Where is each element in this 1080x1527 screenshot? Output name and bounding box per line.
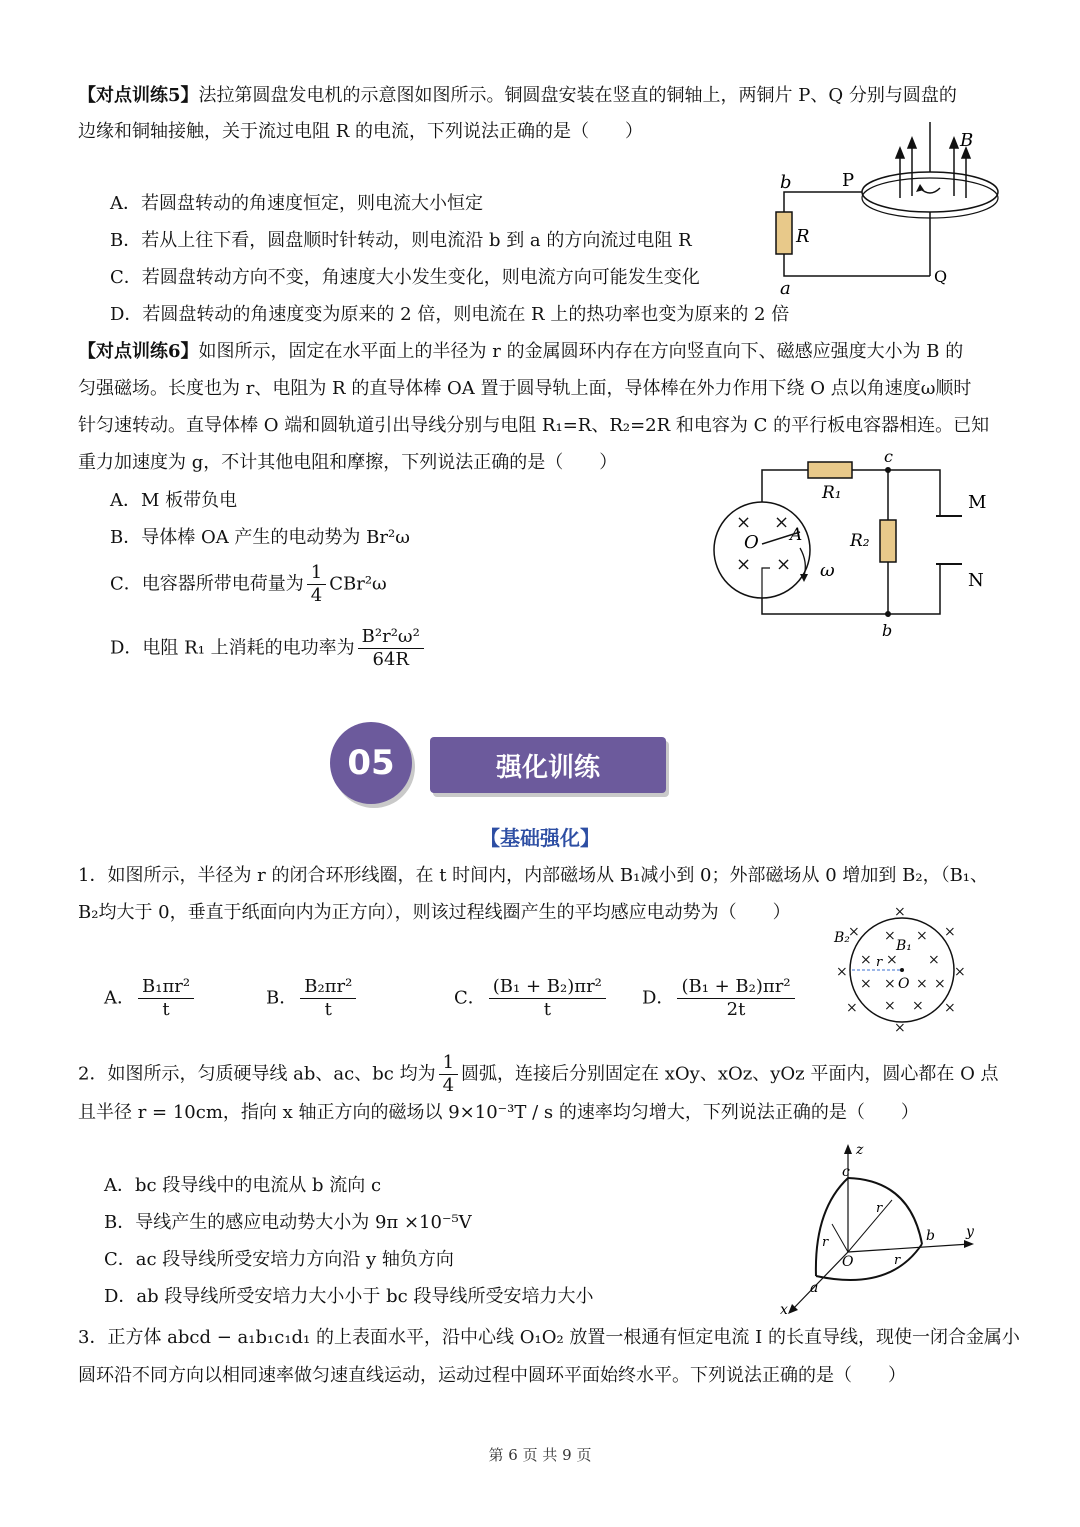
fig2-label-r1: r (876, 1201, 883, 1216)
fig1-x-in4: × (886, 952, 898, 968)
p2-line2: 且半径 r = 10cm，指向 x 轴正方向的磁场以 9×10⁻³T / s 的速率均匀增大，下列说法正确的是（ ） (78, 1102, 919, 1123)
p2-line1: 2．如图所示，匀质硬导线 ab、ac、bc 均为 $\frac{1}{4}$ 圆弧，连接后分别固定在 xOy、xOz、yOz 平面内，圆心都在 O 点 (78, 1052, 999, 1096)
p2-option-b[interactable]: B．导线产生的感应电动势大小为 9π ×10⁻⁵V (104, 1212, 472, 1233)
fig6-x-2: × (774, 512, 790, 533)
fig1-x-in1: × (884, 928, 896, 944)
fig1-x-in6: × (860, 976, 872, 992)
fig1-x-bottom: × (894, 1020, 906, 1036)
fig6-x-3: × (736, 554, 752, 575)
p1-line2: B₂均大于 0，垂直于纸面向内为正方向），则该过程线圈产生的平均感应电动势为（ ） (78, 902, 791, 923)
fig2-label-b: b (926, 1228, 935, 1244)
page-footer: 第 6 页 共 9 页 (488, 1446, 592, 1464)
quarter-arcs-figure (770, 1140, 980, 1318)
q6-tag: 【对点训练6】 (78, 341, 199, 362)
q5-option-c[interactable]: C．若圆盘转动方向不变，角速度大小发生变化，则电流方向可能发生变化 (110, 267, 700, 288)
q6-line3: 针匀速转动。直导体棒 O 端和圆轨道引出导线分别与电阻 R₁=R、R₂=2R 和电容为 C 的平行板电容器相连。已知 (78, 415, 990, 436)
fig1-label-r: r (876, 955, 883, 970)
fig1-label-b1: B₁ (896, 938, 912, 954)
section-subtitle: 【基础强化】 (480, 826, 600, 850)
fig1-label-o: O (898, 976, 910, 992)
fig1-x-tr: × (944, 924, 956, 940)
p1-line1: 1．如图所示，半径为 r 的闭合环形线圈，在 t 时间内，内部磁场从 B₁减小到 0；外部磁场从 0 增加到 B₂，（B₁、 (78, 865, 989, 886)
fig1-label-b2: B₂ (834, 930, 850, 946)
section-number-badge: 05 (330, 722, 412, 804)
q6-option-b[interactable]: B．导体棒 OA 产生的电动势为 Br²ω (110, 527, 410, 548)
q6-option-c[interactable]: C．电容器所带电荷量为 $\frac{1}{4}$ CBr²ω (110, 562, 387, 606)
fig2-label-y: y (966, 1224, 974, 1240)
q6-line1: 【对点训练6】如图所示，固定在水平面上的半径为 r 的金属圆环内存在方向竖直向下、磁感应强度大小为 B 的 (78, 341, 964, 362)
fig6-label-n: N (968, 570, 984, 591)
q5-option-d[interactable]: D．若圆盘转动的角速度变为原来的 2 倍，则电流在 R 上的热功率也变为原来的 2 倍 (110, 304, 790, 325)
fig6-x-4: × (776, 554, 792, 575)
p1-option-a[interactable]: A． $\frac{\text{B₁πr²}}{t}$ (104, 976, 197, 1021)
p3-line1: 3．正方体 abcd − a₁b₁c₁d₁ 的上表面水平，沿中心线 O₁O₂ 放置一根通有恒定电流 I 的长直导线，现使一闭合金属小 (78, 1327, 1020, 1348)
q5-line2: 边缘和铜轴接触，关于流过电阻 R 的电流，下列说法正确的是（ ） (78, 121, 643, 142)
coil-field-figure (832, 902, 972, 1036)
fig5-label-a: a (780, 278, 791, 298)
q6-line4: 重力加速度为 g，不计其他电阻和摩擦，下列说法正确的是（ ） (78, 452, 618, 473)
fig1-x-in9: × (934, 976, 946, 992)
fig1-x-in10: × (884, 998, 896, 1014)
fig1-x-in7: × (884, 976, 896, 992)
fig1-x-tl: × (848, 924, 860, 940)
q6-option-d[interactable]: D．电阻 R₁ 上消耗的电功率为 $\frac{\text{B²r²ω²}}{64R}$ (110, 626, 427, 671)
fig6-label-r2: R₂ (850, 531, 870, 551)
q6-line2: 匀强磁场。长度也为 r、电阻为 R 的直导体棒 OA 置于圆导轨上面，导体棒在外力作用下绕 O 点以角速度ω顺时 (78, 378, 972, 399)
p3-line2: 圆环沿不同方向以相同速率做匀速直线运动，运动过程中圆环平面始终水平。下列说法正确的是（ ） (78, 1365, 906, 1386)
fig6-label-o: O (744, 532, 759, 553)
fig5-label-b: b (780, 172, 792, 193)
fig1-x-bl: × (846, 1000, 858, 1016)
fig6-x-1: × (736, 512, 752, 533)
p2-quarter-fraction: $\frac{1}{4}$ (439, 1052, 458, 1097)
q5-option-b[interactable]: B．若从上往下看，圆盘顺时针转动，则电流沿 b 到 a 的方向流过电阻 R (110, 230, 692, 251)
q5-line1: 【对点训练5】法拉第圆盘发电机的示意图如图所示。铜圆盘安装在竖直的铜轴上，两铜片 P、Q 分别与圆盘的 (78, 85, 957, 106)
fig1-x-in3: × (860, 952, 872, 968)
fig5-label-p: P (842, 170, 855, 191)
fig1-x-in5: × (928, 952, 940, 968)
section-title: 强化训练 (430, 737, 666, 793)
fig1-x-in8: × (916, 976, 928, 992)
fig6-label-c: c (884, 448, 893, 466)
faraday-disk-figure (760, 118, 1020, 298)
p1-option-d[interactable]: D． $\frac{\text{(B₁ + B₂)πr²}}{2t}$ (642, 976, 798, 1021)
fig1-x-l: × (836, 964, 848, 980)
p1-option-b[interactable]: B． $\frac{\text{B₂πr²}}{t}$ (266, 976, 359, 1021)
p2-option-a[interactable]: A．bc 段导线中的电流从 b 流向 c (104, 1175, 382, 1196)
p2-option-d[interactable]: D．ab 段导线所受安培力大小小于 bc 段导线所受安培力大小 (104, 1286, 594, 1307)
fig6-label-omega: ω (820, 560, 835, 581)
fig6-label-r1: R₁ (822, 483, 842, 503)
fig2-label-o: O (842, 1254, 854, 1270)
fig1-x-in11: × (912, 998, 924, 1014)
q6-option-d-fraction: $\frac{\text{B²r²ω²}}{64R}$ (358, 626, 424, 671)
p1-option-c[interactable]: C． $\frac{\text{(B₁ + B₂)πr²}}{t}$ (454, 976, 609, 1021)
fig2-label-c: c (842, 1164, 850, 1180)
q5-option-a[interactable]: A．若圆盘转动的角速度恒定，则电流大小恒定 (110, 193, 483, 214)
fig1-x-top: × (894, 904, 906, 920)
fig1-x-br: × (944, 1000, 956, 1016)
fig1-x-r: × (954, 964, 966, 980)
fig2-label-z: z (856, 1142, 864, 1158)
fig6-label-b: b (882, 621, 893, 640)
q6-option-c-fraction: $\frac{1}{4}$ (307, 562, 326, 607)
fig1-x-in2: × (916, 928, 928, 944)
fig6-label-a: A (790, 525, 803, 545)
fig5-label-r: R (796, 226, 810, 247)
fig2-label-x: x (780, 1302, 788, 1318)
q5-tag: 【对点训练5】 (78, 85, 199, 106)
fig5-label-q: Q (934, 267, 948, 286)
fig6-label-m: M (968, 492, 987, 513)
ring-circuit-figure (700, 448, 1000, 648)
p2-option-c[interactable]: C．ac 段导线所受安培力方向沿 y 轴负方向 (104, 1249, 454, 1270)
fig2-label-r3: r (894, 1253, 901, 1268)
fig2-label-a: a (810, 1280, 819, 1296)
fig2-label-r2: r (822, 1235, 829, 1250)
fig5-label-b-field: B (960, 130, 974, 151)
q6-option-a[interactable]: A．M 板带负电 (110, 490, 238, 511)
